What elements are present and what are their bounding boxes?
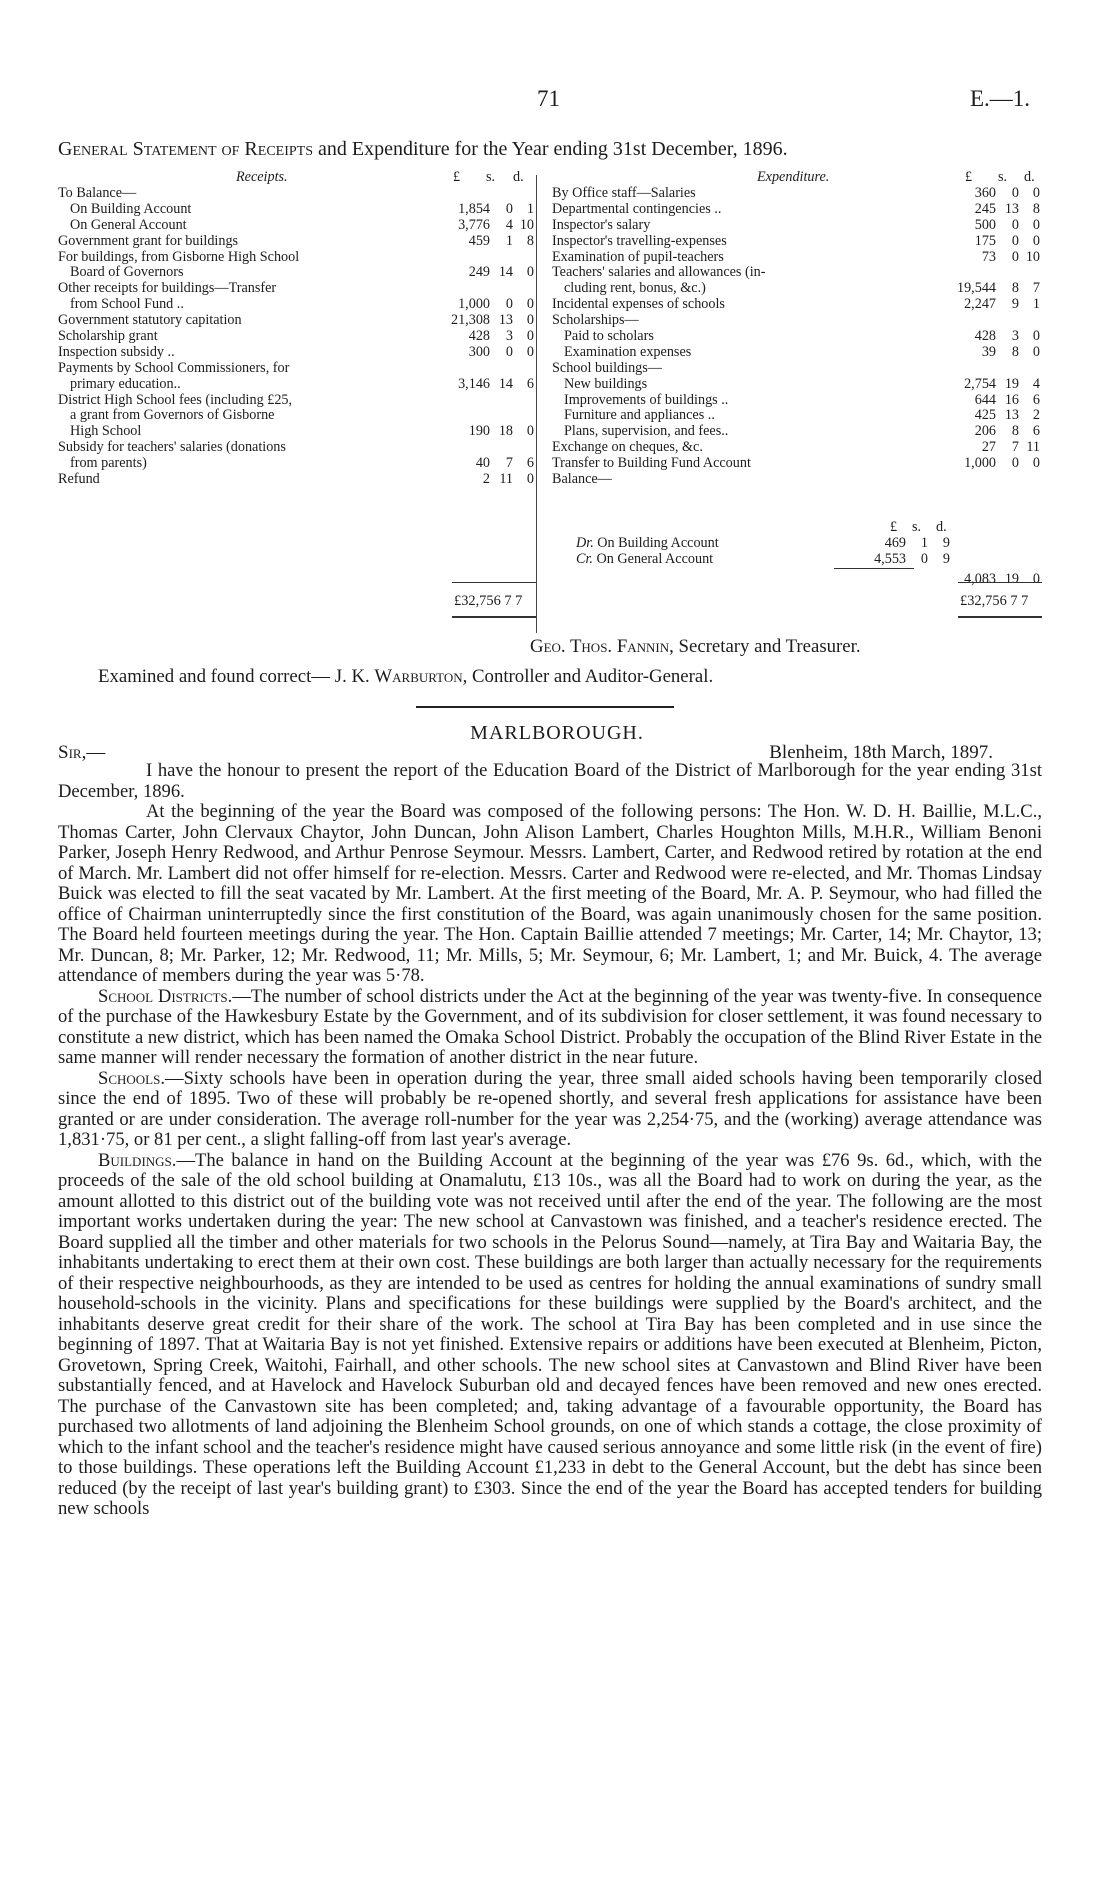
- account-row: [58, 313, 536, 329]
- account-row: [552, 472, 1042, 488]
- account-row: [552, 345, 1042, 361]
- account-amount: [932, 281, 1042, 297]
- account-row: [58, 377, 536, 393]
- amount-pence: 0: [526, 264, 534, 281]
- balance-shillings: 0: [920, 550, 928, 567]
- amount-pounds: 39: [981, 343, 996, 360]
- amount-shillings: 14: [498, 375, 513, 392]
- account-row: [58, 186, 536, 202]
- account-row: [552, 329, 1042, 345]
- amount-shillings: 14: [498, 264, 513, 281]
- account-amount: [426, 202, 536, 218]
- account-label: Scholarship grant: [58, 328, 158, 345]
- amount-pence: 8: [526, 232, 534, 249]
- statement-title-caps: General Statement of Receipts: [58, 138, 313, 160]
- balance-total-pence: 0: [1032, 570, 1040, 587]
- account-amount: [426, 345, 536, 361]
- account-label: Improvements of buildings ..: [564, 391, 729, 408]
- account-row: [58, 281, 536, 297]
- amount-pence: 0: [1032, 216, 1040, 233]
- account-amount: [426, 218, 536, 234]
- amount-pence: 4: [1032, 375, 1040, 392]
- balance-total-shillings: 19: [1004, 570, 1019, 587]
- account-amount: [932, 456, 1042, 472]
- amount-shillings: 13: [1004, 200, 1019, 217]
- amount-shillings: 7: [505, 455, 513, 472]
- balance-shillings: 1: [920, 534, 928, 551]
- account-label: District High School fees (including £25,: [58, 391, 293, 408]
- amount-shillings: 13: [1004, 407, 1019, 424]
- amount-pence: 0: [526, 471, 534, 488]
- account-row: [58, 408, 536, 424]
- account-row: [552, 361, 1042, 377]
- account-label: Government grant for buildings: [58, 232, 239, 249]
- account-label: Plans, supervision, and fees..: [564, 423, 729, 440]
- account-amount: [426, 234, 536, 250]
- expenditure-shilling-header: s.: [998, 169, 1008, 185]
- amount-pence: 11: [1026, 439, 1040, 456]
- account-label: For buildings, from Gisborne High School: [58, 248, 300, 265]
- balance-pounds: 4,553: [874, 550, 906, 567]
- account-amount: [932, 393, 1042, 409]
- secretary-name: Geo. Thos. Fannin: [530, 636, 670, 657]
- amount-pounds: 459: [468, 232, 490, 249]
- account-row: [58, 361, 536, 377]
- amount-pence: 6: [1032, 391, 1040, 408]
- amount-shillings: 0: [1011, 185, 1019, 201]
- expenditure-header: Expenditure.: [757, 169, 830, 185]
- account-label: On Building Account: [70, 200, 192, 217]
- audit-suffix: , Controller and Auditor-General.: [462, 666, 714, 687]
- accounts-table: [58, 170, 1042, 640]
- balance-total-pounds: 4,083: [964, 570, 996, 587]
- amount-pounds: 21,308: [450, 312, 490, 329]
- paragraph-text: —The number of school districts under the Act at the beginning of the year was twenty-five. In consequence of the purchase of the Hawkesbury Estate by the Government, and of its subdivision for closer settlement, it was found necessary to constitute a new district, which has been named the Omaka School District. Probably the occupation of the Blind River Estate in the same manner will render necessary the formation of another district in the near future.: [58, 985, 1042, 1068]
- amount-shillings: 4: [505, 216, 513, 233]
- account-label: Balance—: [552, 471, 612, 488]
- account-row: [552, 440, 1042, 456]
- receipts-column: [58, 186, 536, 488]
- account-amount: [426, 265, 536, 281]
- amount-pounds: 360: [974, 185, 996, 201]
- account-label: New buildings: [564, 375, 648, 392]
- account-row: [552, 393, 1042, 409]
- account-label: Teachers' salaries and allowances (in-: [552, 264, 766, 281]
- amount-pounds: 27: [981, 439, 996, 456]
- account-label: On General Account: [70, 216, 187, 233]
- account-label: Examination expenses: [564, 343, 692, 360]
- account-amount: [932, 329, 1042, 345]
- amount-pence: 0: [1032, 455, 1040, 472]
- account-amount: [932, 218, 1042, 234]
- account-row: [58, 424, 536, 440]
- statement-title-rest: and Expenditure for the Year ending 31st December, 1896.: [313, 138, 788, 160]
- amount-pence: 0: [526, 312, 534, 329]
- paragraph-text: —Sixty schools have been in operation during the year, three small aided schools having been temporarily closed since the end of 1895. Two of these will probably be re-opened shortly, and several fresh applications for assistance have been granted or are under consideration. The average roll-number for the year was 2,254·75, and the (working) average attendance was 1,831·75, or 81 per cent., a slight falling-off from last year's average.: [58, 1067, 1042, 1150]
- amount-shillings: 0: [505, 343, 513, 360]
- amount-pence: 7: [1032, 280, 1040, 297]
- amount-pounds: 175: [974, 232, 996, 249]
- account-label: Inspection subsidy ..: [58, 343, 175, 360]
- amount-shillings: 0: [1011, 455, 1019, 472]
- account-amount: [932, 408, 1042, 424]
- account-amount: [932, 440, 1042, 456]
- balance-pound-header: £: [890, 519, 898, 535]
- receipts-double-rule: [452, 616, 536, 618]
- balance-prefix: Dr.: [576, 534, 594, 551]
- account-label: By Office staff—Salaries: [552, 185, 696, 201]
- account-row: [58, 265, 536, 281]
- account-amount: [932, 424, 1042, 440]
- report-paragraph: [58, 987, 1042, 1069]
- account-amount: [932, 250, 1042, 266]
- amount-pounds: 73: [981, 248, 996, 265]
- account-row: [552, 377, 1042, 393]
- page-number: 71: [537, 86, 560, 111]
- amount-pence: 8: [1032, 200, 1040, 217]
- amount-pence: 0: [526, 423, 534, 440]
- amount-pounds: 644: [974, 391, 996, 408]
- account-label: Subsidy for teachers' salaries (donations: [58, 439, 286, 456]
- account-label: Transfer to Building Fund Account: [552, 455, 751, 472]
- balance-row-dr: [552, 536, 1042, 552]
- expenditure-pence-header: d.: [1024, 169, 1035, 185]
- amount-pounds: 2,247: [964, 296, 996, 313]
- account-label: Government statutory capitation: [58, 312, 242, 329]
- receipts-pence-header: d.: [513, 169, 524, 185]
- expenditure-total: £32,756 7 7: [960, 593, 1029, 609]
- amount-shillings: 0: [1011, 232, 1019, 249]
- paragraph-text: I have the honour to present the report of the Education Board of the District of Marlborough for the year ending 31st December, 1896.: [58, 760, 1042, 802]
- account-row: [552, 313, 1042, 329]
- amount-pounds: 1,854: [458, 200, 490, 217]
- amount-pence: 6: [526, 455, 534, 472]
- account-row: [58, 472, 536, 488]
- amount-pounds: 2,754: [964, 375, 996, 392]
- expenditure-double-rule: [958, 616, 1042, 618]
- amount-pence: 6: [1032, 423, 1040, 440]
- amount-pence: 10: [519, 216, 534, 233]
- account-row: [58, 345, 536, 361]
- amount-pence: 10: [1025, 248, 1040, 265]
- account-amount: [426, 313, 536, 329]
- account-row: [552, 250, 1042, 266]
- account-amount: [426, 297, 536, 313]
- account-row: [552, 408, 1042, 424]
- account-label: Inspector's salary: [552, 216, 651, 233]
- balance-subtable: [552, 520, 1042, 588]
- balance-prefix: Cr.: [576, 550, 593, 567]
- report-paragraph: [58, 1151, 1042, 1520]
- account-label: cluding rent, bonus, &c.): [564, 280, 706, 297]
- salutation: Sir,—: [58, 742, 106, 763]
- amount-pounds: 428: [974, 328, 996, 345]
- account-row: [58, 250, 536, 266]
- account-row: [552, 297, 1042, 313]
- amount-pounds: 425: [974, 407, 996, 424]
- account-label: Incidental expenses of schools: [552, 296, 725, 313]
- account-label: a grant from Governors of Gisborne: [70, 407, 275, 424]
- amount-pounds: 206: [974, 423, 996, 440]
- account-label: Payments by School Commissioners, for: [58, 359, 290, 376]
- balance-total-row: [552, 572, 1042, 588]
- audit-line: [98, 666, 713, 688]
- account-row: [552, 186, 1042, 202]
- amount-pence: 0: [1032, 232, 1040, 249]
- paragraph-text: At the beginning of the year the Board was composed of the following persons: The Hon. W. D. H. Baillie, M.L.C., Thomas Carter, John Clervaux Chaytor, John Duncan, John Alison Lambert, Charles Houghton Mills, M.H.R., William Benoni Parker, Joseph Henry Redwood, and Arthur Penrose Seymour. Messrs. Lambert, Carter, and Redwood retired by rotation at the end of March. Mr. Lambert did not offer himself for re-election. Messrs. Carter and Redwood were re-elected, and Mr. Thomas Lindsay Buick was elected to fill the seat vacated by Mr. Lambert. At the first meeting of the Board, Mr. A. P. Seymour, who had filled the office of Chairman uninterruptedly since the first constitution of the Board, was again unanimously chosen for the same position. The Board held fourteen meetings during the year. The Hon. Captain Baillie attended 7 meetings; Mr. Carter, 14; Mr. Chaytor, 13; Mr. Duncan, 8; Mr. Parker, 12; Mr. Redwood, 11; Mr. Mills, 5; Mr. Seymour, 6; Mr. Lambert, 1; and Mr. Buick, 4. The average attendance of members during the year was 5·78.: [58, 801, 1042, 986]
- amount-shillings: 7: [1011, 439, 1019, 456]
- account-label: Furniture and appliances ..: [564, 407, 715, 424]
- amount-pence: 1: [526, 200, 534, 217]
- balance-label: On General Account: [592, 550, 714, 567]
- amount-pence: 0: [1032, 328, 1040, 345]
- amount-pence: 0: [526, 328, 534, 345]
- amount-shillings: 3: [1011, 328, 1019, 345]
- balance-pence-header: d.: [936, 519, 947, 535]
- amount-pounds: 2: [482, 471, 490, 488]
- account-amount: [932, 297, 1042, 313]
- balance-pounds: 469: [884, 534, 906, 551]
- balance-rule: [834, 568, 914, 569]
- account-amount: [426, 377, 536, 393]
- paragraph-lead: Schools.: [98, 1067, 165, 1089]
- amount-shillings: 3: [505, 328, 513, 345]
- account-label: High School: [70, 423, 142, 440]
- account-row: [552, 234, 1042, 250]
- account-label: Scholarships—: [552, 312, 639, 329]
- receipts-total: £32,756 7 7: [454, 593, 523, 609]
- amount-pounds: 40: [475, 455, 490, 472]
- amount-shillings: 0: [1011, 248, 1019, 265]
- amount-pounds: 428: [468, 328, 490, 345]
- page-reference: E.—1.: [969, 86, 1030, 111]
- amount-pounds: 3,776: [458, 216, 490, 233]
- receipts-header: Receipts.: [236, 169, 288, 185]
- account-amount: [426, 472, 536, 488]
- amount-pence: 0: [1032, 343, 1040, 360]
- account-row: [58, 234, 536, 250]
- balance-label: On Building Account: [593, 534, 719, 551]
- amount-shillings: 16: [1004, 391, 1019, 408]
- account-row: [58, 456, 536, 472]
- amount-pence: 1: [1032, 296, 1040, 313]
- account-label: Departmental contingencies ..: [552, 200, 722, 217]
- amount-pence: 0: [526, 343, 534, 360]
- account-label: primary education..: [70, 375, 181, 392]
- paragraph-text: —The balance in hand on the Building Account at the beginning of the year was £76 9s. 6d., which, with the proceeds of the sale of the old school building at Onamalutu, £13 10s., was all the Board had to work on during the year, as the amount allotted to this district out of the building vote was not received until after the end of the year. The following are the most important works undertaken during the year: The new school at Canvastown was finished, and a teacher's residence erected. The Board supplied all the timber and other materials for two schools in the Pelorus Sound—namely, at Tira Bay and Waitaria Bay, the inhabitants undertaking to erect them at their own cost. These buildings are both larger than actually necessary for the requirements of their respective neighbourhoods, as they are intended to be used as centres for holding the annual examinations of sundry small household-schools in the vicinity. Plans and specifications for these buildings were supplied by the Board's architect, and the inhabitants deserve great credit for their share of the work. The school at Tira Bay has been completed and in use since the beginning of 1897. That at Waitaria Bay is not yet finished. Extensive repairs or additions have been executed at Blenheim, Picton, Grovetown, Spring Creek, Waitohi, Fairhall, and other schools. The new school sites at Canvastown and Blind River have been substantially fenced, and at Havelock and Havelock Suburban old and decayed fences have been removed and new ones erected. The purchase of the Canvastown site has been completed; and, taking advantage of a favourable opportunity, the Board has purchased two allotments of land adjoining the Blenheim School grounds, on one of which stands a cottage, the close proximity of which to the infant school and the teacher's residence might have caused serious annoyance and some little risk (in the event of fire) to those buildings. These operations left the Building Account £1,233 in debt to the General Account, but the debt has since been reduced (by the receipt of last year's building grant) to £303. Since the end of the year the Board has accepted tenders for building new schools: [58, 1149, 1042, 1519]
- amount-pounds: 249: [468, 264, 490, 281]
- section-divider: [416, 706, 674, 708]
- account-label: Inspector's travelling-expenses: [552, 232, 727, 249]
- amount-pounds: 1,000: [458, 296, 490, 313]
- account-label: from School Fund ..: [70, 296, 184, 313]
- receipts-shilling-header: s.: [486, 169, 496, 185]
- amount-shillings: 0: [505, 200, 513, 217]
- account-amount: [426, 329, 536, 345]
- amount-shillings: 8: [1011, 343, 1019, 360]
- statement-title: [58, 138, 1042, 161]
- expenditure-pound-header: £: [965, 169, 973, 185]
- account-row: [552, 281, 1042, 297]
- balance-sub-header: [552, 520, 1042, 536]
- account-label: from parents): [70, 455, 147, 472]
- account-label: Paid to scholars: [564, 328, 654, 345]
- account-row: [552, 424, 1042, 440]
- account-row: [58, 202, 536, 218]
- balance-pence: 9: [942, 550, 950, 567]
- account-row: [552, 265, 1042, 281]
- audit-prefix: Examined and found correct— J. K.: [98, 666, 375, 687]
- account-amount: [426, 456, 536, 472]
- expenditure-column: [552, 186, 1042, 488]
- secretary-title: , Secretary and Treasurer.: [669, 636, 861, 657]
- report-body: [58, 761, 1042, 1520]
- account-label: Exchange on cheques, &c.: [552, 439, 703, 456]
- account-row: [58, 440, 536, 456]
- account-row: [58, 218, 536, 234]
- amount-pounds: 1,000: [964, 455, 996, 472]
- account-row: [552, 202, 1042, 218]
- account-label: Examination of pupil-teachers: [552, 248, 724, 265]
- account-label: To Balance—: [58, 185, 137, 201]
- amount-shillings: 13: [498, 312, 513, 329]
- account-amount: [426, 424, 536, 440]
- amount-shillings: 8: [1011, 423, 1019, 440]
- paragraph-lead: Buildings.: [98, 1149, 177, 1171]
- amount-pounds: 19,544: [956, 280, 996, 297]
- account-label: School buildings—: [552, 359, 662, 376]
- place-date: Blenheim, 18th March, 1897.: [769, 742, 993, 763]
- report-paragraph: [58, 761, 1042, 802]
- amount-pounds: 190: [468, 423, 490, 440]
- amount-shillings: 18: [498, 423, 513, 440]
- balance-pence: 9: [942, 534, 950, 551]
- account-row: [58, 297, 536, 313]
- amount-pence: 0: [1032, 185, 1040, 201]
- secretary-signature: [530, 636, 861, 658]
- amount-shillings: 1: [505, 232, 513, 249]
- account-label: Board of Governors: [70, 264, 184, 281]
- account-amount: [932, 234, 1042, 250]
- amount-pounds: 3,146: [458, 375, 490, 392]
- auditor-name: Warburton: [374, 666, 463, 687]
- account-row: [58, 329, 536, 345]
- report-heading: MARLBOROUGH.: [470, 722, 644, 744]
- amount-pence: 0: [526, 296, 534, 313]
- amount-pounds: 245: [974, 200, 996, 217]
- account-label: Other receipts for buildings—Transfer: [58, 280, 277, 297]
- expenditure-total-rule: [958, 582, 1042, 583]
- balance-shilling-header: s.: [912, 519, 922, 535]
- amount-shillings: 11: [499, 471, 513, 488]
- amount-shillings: 0: [1011, 216, 1019, 233]
- account-amount: [932, 377, 1042, 393]
- amount-pence: 6: [526, 375, 534, 392]
- amount-pounds: 300: [468, 343, 490, 360]
- amount-shillings: 9: [1011, 296, 1019, 313]
- amount-pounds: 500: [974, 216, 996, 233]
- column-divider: [536, 175, 537, 633]
- amount-shillings: 8: [1011, 280, 1019, 297]
- amount-shillings: 19: [1004, 375, 1019, 392]
- account-row: [58, 393, 536, 409]
- account-amount: [932, 202, 1042, 218]
- amount-shillings: 0: [505, 296, 513, 313]
- paragraph-lead: School Districts.: [98, 985, 233, 1007]
- receipts-pound-header: £: [453, 169, 461, 185]
- account-amount: [932, 345, 1042, 361]
- account-row: [552, 456, 1042, 472]
- report-paragraph: [58, 802, 1042, 987]
- account-amount: [932, 186, 1042, 202]
- account-label: Refund: [58, 471, 100, 488]
- receipts-total-rule: [452, 582, 536, 583]
- amount-pence: 2: [1032, 407, 1040, 424]
- balance-row-cr: [552, 552, 1042, 568]
- report-paragraph: [58, 1069, 1042, 1151]
- account-row: [552, 218, 1042, 234]
